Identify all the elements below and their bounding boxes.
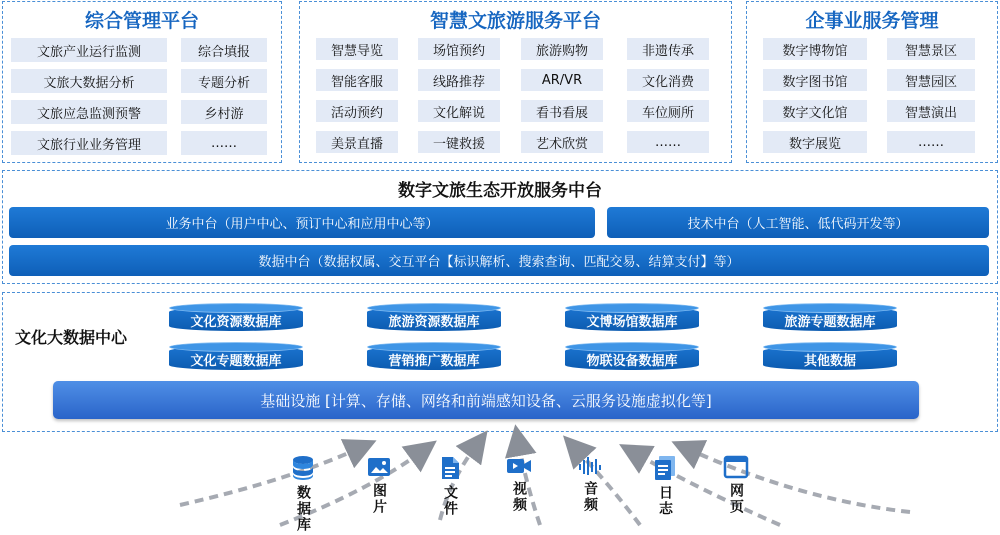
business-middle-platform-bar: 业务中台（用户中心、预订中心和应用中心等） [9,207,595,238]
cell-item: 数字图书馆 [763,69,867,91]
source-image [359,455,399,515]
database-cylinder: 旅游资源数据库 [367,303,501,333]
source-label: 数据库 [295,485,311,533]
database-cylinder: 文化专题数据库 [169,342,303,372]
cell-item: 一键救援 [418,131,500,153]
source-label: 文件 [442,485,458,517]
source-label: 音频 [582,481,598,513]
panel-enterprise-services [746,1,998,163]
source-label: 视频 [511,481,527,513]
source-label: 图片 [371,483,387,515]
cell-item: 数字文化馆 [763,100,867,122]
panel-middle-platform [2,170,998,284]
cell-item: 智慧园区 [887,69,975,91]
cell-item: 数字博物馆 [763,38,867,60]
panel-smart-tourism [299,1,732,163]
cell-item: 智慧景区 [887,38,975,60]
cell-item: 文化消费 [627,69,709,91]
cell-item: AR/VR [521,69,603,91]
cell-item: …… [627,131,709,153]
cell-item: 非遗传承 [627,38,709,60]
cell-item: …… [887,131,975,153]
file-icon [439,455,461,481]
cell-item: 文旅大数据分析 [11,69,167,93]
database-cylinder: 文化资源数据库 [169,303,303,333]
cell-item: 数字展览 [763,131,867,153]
database-cylinder: 旅游专题数据库 [763,303,897,333]
infrastructure-bar: 基础设施 [计算、存储、网络和前端感知设备、云服务设施虚拟化等] [53,381,919,419]
cell-item: 看书看展 [521,100,603,122]
video-icon [506,455,532,477]
cell-item: 线路推荐 [418,69,500,91]
panel-big-data-center [2,292,998,432]
source-label: 日志 [657,485,673,517]
panel-title: 综合管理平台 [84,10,199,32]
database-cylinder: 文博场馆数据库 [565,303,699,333]
data-middle-platform-bar: 数据中台（数据权属、交互平台【标识解析、搜索查询、匹配交易、结算支付】等） [9,245,989,276]
source-file [430,455,470,517]
log-icon [653,455,677,481]
cell-item: 专题分析 [181,69,267,93]
panel-title: 智慧文旅游服务平台 [429,10,601,32]
cell-item: 文旅应急监测预警 [11,100,167,124]
cell-item: …… [181,131,267,155]
database-cylinder: 物联设备数据库 [565,342,699,372]
source-label: 网页 [728,483,744,515]
panel-title: 文化大数据中心 [15,328,128,347]
database-cylinder: 营销推广数据库 [367,342,501,372]
source-webpage [716,455,756,515]
cell-item: 文旅行业业务管理 [11,131,167,155]
cell-item: 场馆预约 [418,38,500,60]
cell-item: 文化解说 [418,100,500,122]
cell-item: 智能客服 [316,69,398,91]
panel-title: 企事业服务管理 [805,10,939,32]
source-database [283,455,323,533]
panel-integrated-management [2,1,282,163]
database-icon [290,455,316,481]
audio-icon [577,455,603,477]
cell-item: 活动预约 [316,100,398,122]
cell-item: 旅游购物 [521,38,603,60]
source-audio [570,455,610,513]
panel-title: 数字文旅生态开放服务中台 [398,181,602,201]
webpage-icon [723,455,749,479]
cell-item: 乡村游 [181,100,267,124]
cell-item: 艺术欣赏 [521,131,603,153]
cell-item: 综合填报 [181,38,267,62]
database-cylinder: 其他数据 [763,342,897,372]
cell-item: 智慧演出 [887,100,975,122]
source-log [645,455,685,517]
image-icon [366,455,392,479]
cell-item: 车位厕所 [627,100,709,122]
cell-item: 文旅产业运行监测 [11,38,167,62]
flow-arrow [180,447,362,505]
cell-item: 美景直播 [316,131,398,153]
source-video [499,455,539,513]
tech-middle-platform-bar: 技术中台（人工智能、低代码开发等） [607,207,989,238]
cell-item: 智慧导览 [316,38,398,60]
